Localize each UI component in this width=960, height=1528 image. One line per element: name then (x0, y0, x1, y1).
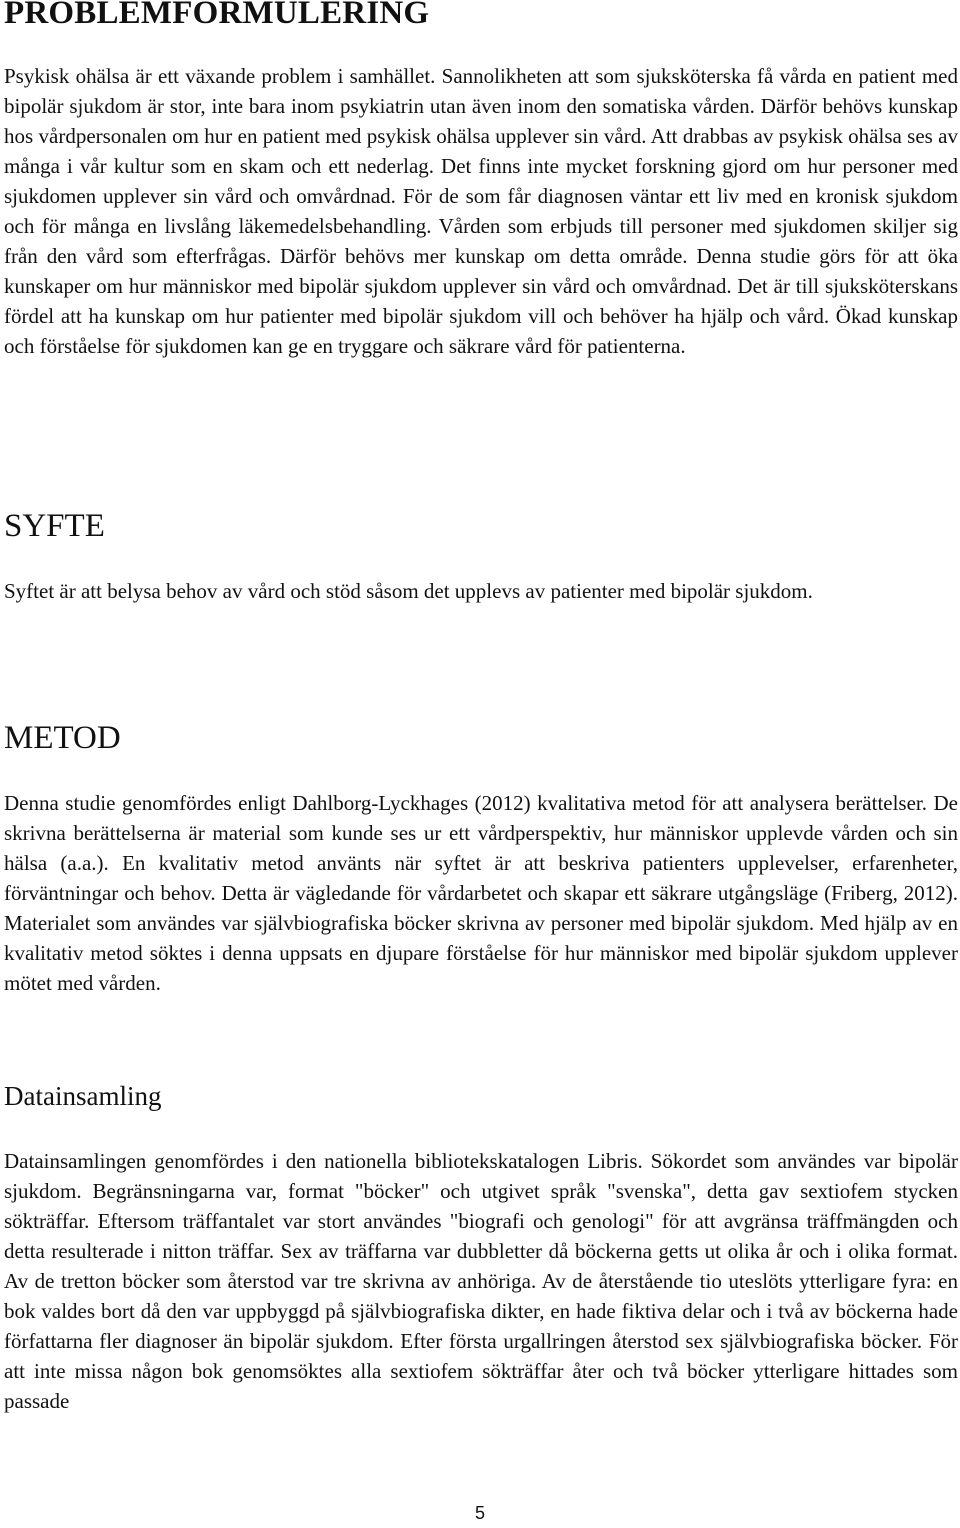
paragraph-problemformulering: Psykisk ohälsa är ett växande problem i samhället. Sannolikheten att som sjuksköterska få vårda en patient med bipolär sjukdom är stor, inte bara inom psykiatrin utan även inom den somatiska vården. Därför behövs kunskap hos vårdpersonalen om hur en patient med psykisk ohälsa upplever sin vård. Att drabbas av psykisk ohälsa ses av många i vår kultur som en skam och ett nederlag. Det finns inte mycket forskning gjord om hur personer med sjukdomen upplever sin vård och omvårdnad. För de som får diagnosen väntar ett liv med en kronisk sjukdom och för många en livslång läkemedelsbehandling. Vården som erbjuds till personer med sjukdomen skiljer sig från den vård som efterfrågas. Därför behövs mer kunskap om detta område. Denna studie görs för att öka kunskaper om hur människor med bipolär sjukdom upplever sin vård och omvårdnad. Det är till sjuksköterskans fördel att ha kunskap om hur patienter med bipolär sjukdom vill och behöver ha hjälp och vård. Ökad kunskap och förståelse för sjukdomen kan ge en tryggare och säkrare vård för patienterna. (4, 64, 958, 358)
heading-metod: METOD (4, 720, 121, 756)
page-number: 5 (474, 1503, 485, 1523)
paragraph-datainsamling: Datainsamlingen genomfördes i den nationella bibliotekskatalogen Libris. Sökordet som användes var bipolär sjukdom. Begränsningarna var, format "böcker" och utgivet språk "svenska", detta gav sextiofem stycken sökträffar. Eftersom träffantalet var stort användes "biografi och genologi" för att avgränsa träffmängden och detta resulterade i nitton träffar. Sex av träffarna var dubbletter då böckerna getts ut olika år och i olika format. Av de tretton böcker som återstod var tre skrivna av anhöriga. Av de återstående tio uteslöts ytterligare fyra: en bok valdes bort då den var uppbyggd på självbiografiska dikter, en hade fiktiva delar och i två av böckerna hade författarna fler diagnoser än bipolär sjukdom. Efter första urgallringen återstod sex självbiografiska böcker. För att inte missa någon bok genomsöktes alla sextiofem sökträffar åter och två böcker ytterligare hittades som passade (4, 1149, 958, 1413)
paragraph-metod: Denna studie genomfördes enligt Dahlborg-Lyckhages (2012) kvalitativa metod för att analysera berättelser. De skrivna berättelserna är material som kunde ses ur ett vårdperspektiv, hur människor upplevde vården och sin hälsa (a.a.). En kvalitativ metod använts när syftet är att beskriva patienters upplevelser, erfarenheter, förväntningar och behov. Detta är vägledande för vårdarbetet och skapar ett säkrare utgångsläge (Friberg, 2012). Materialet som användes var självbiografiska böcker skrivna av personer med bipolär sjukdom. Med hjälp av en kvalitativ metod söktes i denna uppsats en djupare förståelse för hur människor med bipolär sjukdom upplever mötet med vården. (4, 791, 958, 995)
heading-datainsamling: Datainsamling (4, 1081, 162, 1111)
paragraph-syfte: Syftet är att belysa behov av vård och stöd såsom det upplevs av patienter med bipolär sjukdom. (4, 579, 813, 603)
heading-problemformulering: PROBLEMFORMULERING (4, 0, 430, 31)
heading-syfte: SYFTE (4, 508, 105, 544)
